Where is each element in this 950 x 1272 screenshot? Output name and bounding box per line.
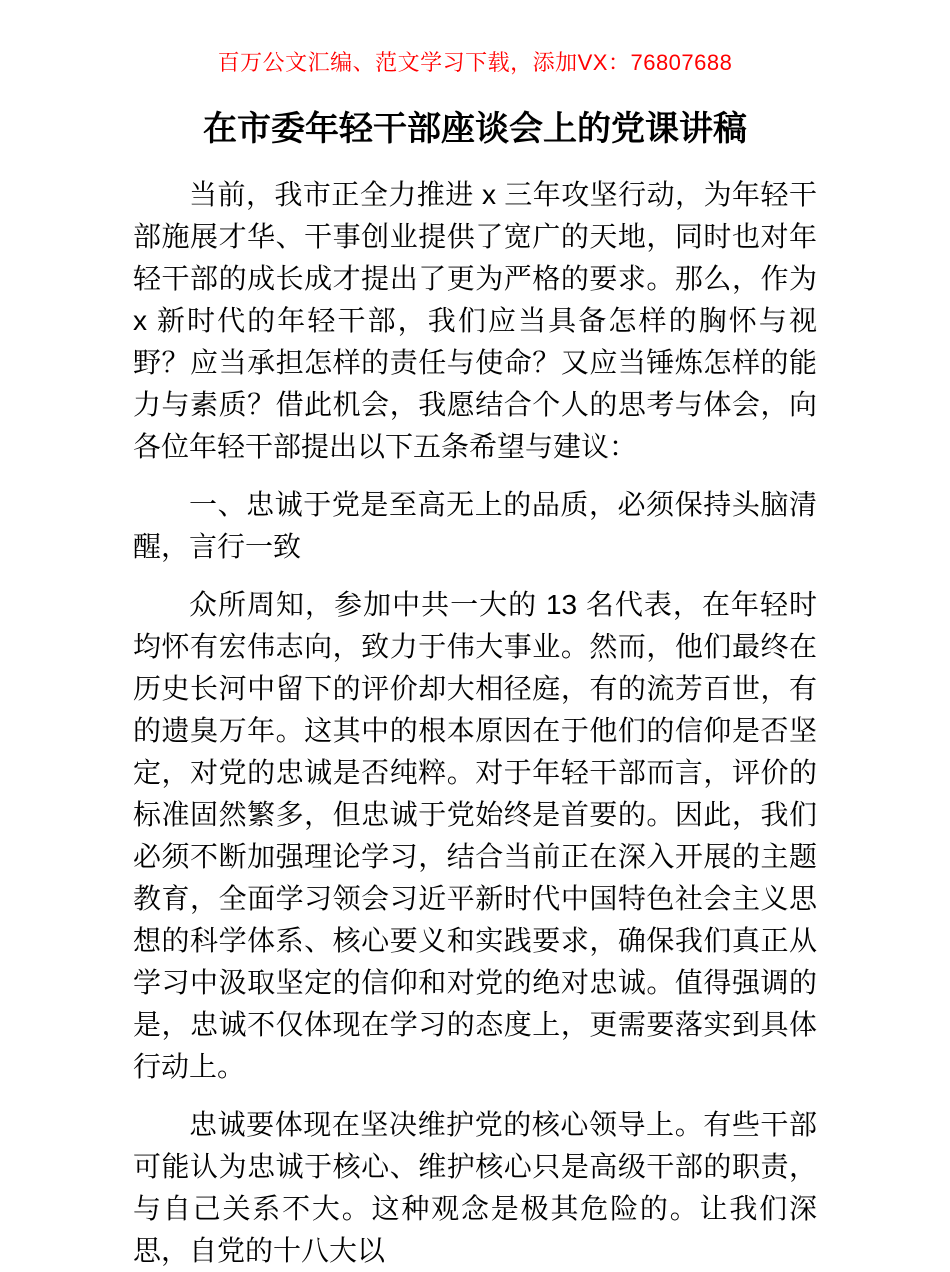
paragraph-loyalty-core: 忠诚要体现在坚决维护党的核心领导上。有些干部可能认为忠诚于核心、维护核心只是高级干部的职责，与自己关系不大。这种观念是极其危险的。让我们深思，自党的十八大以 [133,1109,817,1266]
document-title: 在市委年轻干部座谈会上的党课讲稿 [203,110,747,148]
header-notice: 百万公文汇编、范文学习下载，添加VX：76807688 [217,50,733,75]
paragraph-intro: 当前，我市正全力推进 x 三年攻坚行动，为年轻干部施展才华、干事创业提供了宽广的天地，同时也对年轻干部的成长成才提出了更为严格的要求。那么，作为 x 新时代的年轻干部，我们应当具备怎样的胸怀与视野？应当承担怎样的责任与使命？又应当锤炼怎样的能力与素质？借此机会，我愿结合个人的思考与体会，向各位年轻干部提出以下五条希望与建议： [133,179,817,462]
section-heading-one: 一、忠诚于党是至高无上的品质，必须保持头脑清醒，言行一致 [133,489,817,562]
document-body [133,174,817,1272]
paragraph-loyalty-belief: 众所周知，参加中共一大的 13 名代表，在年轻时均怀有宏伟志向，致力于伟大事业。然而，他们最终在历史长河中留下的评价却大相径庭，有的流芳百世，有的遗臭万年。这其中的根本原因在于他们的信仰是否坚定，对党的忠诚是否纯粹。对于年轻干部而言，评价的标准固然繁多，但忠诚于党始终是首要的。因此，我们必须不断加强理论学习，结合当前正在深入开展的主题教育，全面学习领会习近平新时代中国特色社会主义思想的科学体系、核心要义和实践要求，确保我们真正从学习中汲取坚定的信仰和对党的绝对忠诚。值得强调的是，忠诚不仅体现在学习的态度上，更需要落实到具体行动上。 [133,589,817,1082]
